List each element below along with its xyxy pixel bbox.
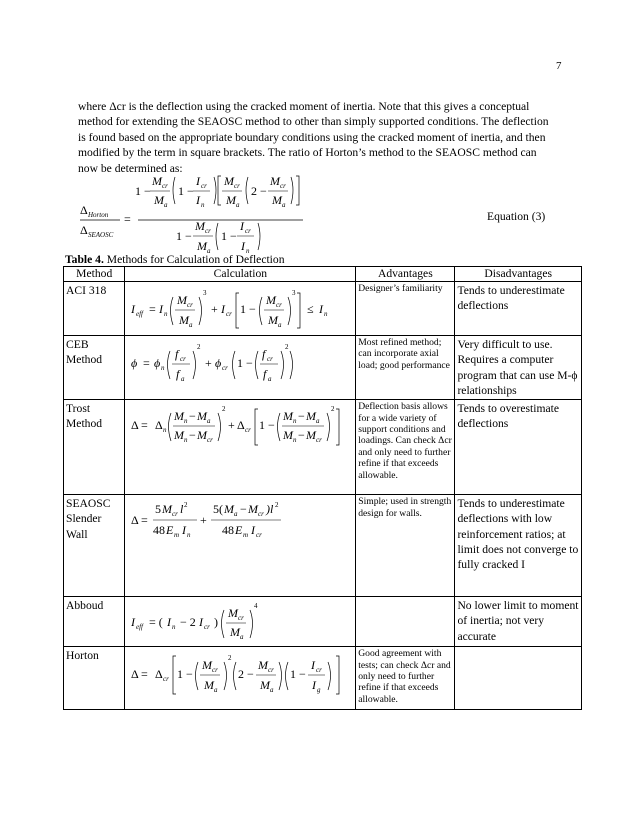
svg-text:+: + (228, 418, 236, 433)
svg-text:cr: cr (316, 436, 323, 445)
svg-text:a: a (207, 247, 211, 255)
advantages-cell (356, 597, 455, 647)
svg-text:M: M (154, 193, 164, 207)
svg-text:≤: ≤ (307, 302, 315, 316)
svg-text:=: = (149, 302, 157, 316)
svg-text:cr: cr (187, 301, 194, 309)
svg-text:a: a (316, 417, 320, 426)
svg-text:2: 2 (184, 501, 188, 510)
svg-text:−: − (189, 409, 197, 424)
svg-text:n: n (184, 436, 188, 445)
disadvantages-cell: No lower limit to moment of inertia; not very accurate (455, 597, 582, 647)
svg-text:cr: cr (201, 182, 207, 190)
method-cell: ACI 318 (64, 282, 125, 336)
svg-text:M: M (224, 174, 234, 188)
calculation-cell (125, 282, 356, 336)
disadvantages-cell: Tends to underestimate deflections with low reinforcement ratios; at limit does not converge to fully cracked I (455, 495, 582, 597)
svg-text:+: + (200, 513, 208, 528)
svg-text:cr: cr (180, 355, 187, 363)
svg-text:M: M (283, 428, 294, 443)
calculation-cell (125, 400, 356, 495)
header-advantages: Advantages (356, 267, 455, 282)
svg-text:cr: cr (245, 426, 252, 435)
header-disadvantages: Disadvantages (455, 267, 582, 282)
svg-text:a: a (181, 375, 185, 383)
svg-text:E: E (166, 523, 174, 538)
svg-text:a: a (282, 201, 286, 209)
svg-text:M: M (306, 409, 317, 424)
svg-text:cr: cr (256, 531, 263, 540)
svg-text:I: I (251, 523, 256, 538)
svg-text:2: 2 (222, 405, 226, 414)
advantages-cell: Good agreement with tests; can check Δcr and only need to further refine if that exceeds allowable. (356, 647, 455, 710)
svg-text:n: n (184, 417, 188, 426)
svg-text:1 −: 1 − (259, 418, 276, 433)
svg-text:n: n (172, 623, 176, 632)
calculation-cell (125, 647, 356, 710)
svg-text:2: 2 (228, 654, 232, 663)
svg-text:2 −: 2 − (251, 184, 267, 198)
svg-text:E: E (235, 523, 243, 538)
method-cell: Trost Method (64, 400, 125, 495)
table-row (64, 597, 582, 647)
svg-text:I: I (311, 658, 316, 673)
svg-text:M: M (266, 293, 277, 307)
svg-text:I: I (199, 615, 204, 630)
svg-text:2: 2 (197, 343, 201, 351)
svg-text:M: M (260, 678, 271, 693)
svg-text:a: a (189, 321, 193, 329)
svg-text:a: a (278, 321, 282, 329)
svg-text:a: a (164, 201, 168, 209)
svg-text:cr: cr (162, 182, 168, 190)
svg-text:M: M (174, 409, 185, 424)
svg-text:I: I (131, 302, 136, 316)
svg-text:M: M (152, 174, 162, 188)
svg-text:2 −: 2 − (238, 667, 255, 682)
header-calculation: Calculation (125, 267, 356, 282)
svg-text:ϕ: ϕ (215, 356, 222, 370)
svg-text:): ) (214, 615, 219, 630)
calculation-cell (125, 495, 356, 597)
svg-text:=: = (124, 212, 131, 226)
svg-text:n: n (246, 247, 250, 255)
svg-text:cr: cr (267, 355, 274, 363)
svg-text:cr: cr (222, 364, 229, 372)
svg-text:48: 48 (222, 523, 235, 538)
method-cell: Horton (64, 647, 125, 710)
svg-text:1 −: 1 − (221, 229, 237, 243)
svg-text:−: − (240, 502, 248, 517)
horton-formula (127, 648, 349, 698)
svg-text:cr: cr (276, 301, 283, 309)
deflection-methods-table (63, 266, 582, 710)
svg-text:M: M (204, 678, 215, 693)
disadvantages-cell: Tends to underestimate deflections (455, 282, 582, 336)
svg-text:I: I (240, 219, 244, 233)
svg-text:5: 5 (155, 502, 162, 517)
svg-text:2: 2 (275, 501, 279, 510)
table-row (64, 400, 582, 495)
svg-text:eff: eff (136, 623, 144, 632)
calculation-cell (125, 597, 356, 647)
svg-text:n: n (293, 417, 297, 426)
svg-text:Δ: Δ (80, 223, 88, 237)
aci-formula (127, 283, 349, 331)
svg-text:− 2: − 2 (180, 615, 197, 630)
svg-text:Δ =: Δ = (131, 667, 149, 682)
svg-text:a: a (234, 510, 238, 519)
svg-text:M: M (177, 293, 188, 307)
svg-text:M: M (283, 409, 294, 424)
svg-text:+: + (211, 302, 219, 316)
body-paragraph: where Δcr is the deflection using the cracked moment of inertia. Note that this gives a conceptual method for extending the SEAOSC method to other than simply supported conditions. The deflection is found based on the appropriate boundary conditions using the cracked moment of inertia, and then modified by the term in square brackets. The ratio of Horton’s method to the SEAOSC method can now be determined as: (78, 100, 549, 175)
svg-text:M: M (179, 313, 190, 327)
svg-text:M: M (258, 658, 269, 673)
method-cell: SEAOSC Slender Wall (64, 495, 125, 597)
equation-label: Equation (3) (487, 210, 546, 223)
table-caption-text: Methods for Calculation of Deflection (103, 253, 285, 266)
svg-text:Δ: Δ (80, 203, 88, 217)
svg-text:cr: cr (234, 182, 240, 190)
svg-text:l: l (180, 502, 184, 517)
svg-text:M: M (197, 239, 207, 253)
svg-text:cr: cr (280, 182, 286, 190)
svg-text:cr: cr (204, 623, 211, 632)
svg-text:−: − (298, 428, 306, 443)
svg-text:2: 2 (285, 343, 289, 351)
svg-text:1 −: 1 − (240, 302, 257, 316)
svg-text:+: + (205, 356, 213, 370)
svg-text:a: a (236, 201, 240, 209)
svg-text:cr: cr (258, 510, 265, 519)
ceb-formula (127, 337, 349, 389)
svg-text:M: M (162, 502, 173, 517)
svg-text:=: = (143, 356, 151, 370)
svg-text:M: M (248, 502, 259, 517)
svg-text:5(: 5( (213, 502, 224, 517)
svg-text:n: n (163, 426, 167, 435)
svg-text:f: f (175, 347, 179, 361)
svg-text:a: a (270, 686, 274, 695)
svg-text:M: M (272, 193, 282, 207)
svg-text:)l: )l (266, 502, 274, 517)
svg-text:−: − (189, 428, 197, 443)
svg-text:1 −: 1 − (290, 667, 307, 682)
svg-text:M: M (230, 625, 241, 640)
svg-text:M: M (226, 193, 236, 207)
svg-text:2: 2 (331, 405, 335, 414)
table-row (64, 336, 582, 400)
svg-text:I: I (159, 302, 164, 316)
svg-text:1 −: 1 − (237, 356, 254, 370)
table-row (64, 282, 582, 336)
svg-text:SEAOSC: SEAOSC (88, 231, 114, 239)
method-cell: CEB Method (64, 336, 125, 400)
svg-text:cr: cr (212, 666, 219, 675)
svg-text:I: I (196, 174, 200, 188)
svg-text:M: M (270, 174, 280, 188)
svg-text:M: M (228, 606, 239, 621)
svg-text:a: a (214, 686, 218, 695)
svg-text:cr: cr (238, 614, 245, 623)
svg-text:cr: cr (226, 310, 233, 318)
svg-text:I: I (167, 615, 172, 630)
svg-text:a: a (240, 633, 244, 642)
svg-text:1 −: 1 − (178, 184, 194, 198)
svg-text:n: n (164, 310, 168, 318)
svg-text:cr: cr (163, 675, 170, 684)
svg-text:n: n (161, 364, 165, 372)
svg-text:M: M (224, 502, 235, 517)
svg-text:I: I (182, 523, 187, 538)
svg-text:Δ: Δ (155, 418, 164, 433)
svg-text:3: 3 (203, 289, 207, 297)
svg-text:I: I (196, 193, 200, 207)
svg-text:1 −: 1 − (135, 184, 151, 198)
svg-text:I: I (221, 302, 226, 316)
table-caption-label: Table 4. (65, 253, 104, 266)
calculation-cell (125, 336, 356, 400)
svg-text:I: I (131, 615, 136, 630)
svg-text:ϕ: ϕ (131, 356, 138, 370)
svg-text:Δ: Δ (155, 667, 164, 682)
abboud-formula (127, 598, 349, 642)
svg-text:eff: eff (136, 310, 144, 318)
svg-text:f: f (176, 367, 180, 381)
svg-text:M: M (195, 219, 205, 233)
svg-text:M: M (197, 409, 208, 424)
seaosc-formula (127, 496, 349, 542)
svg-text:f: f (262, 347, 266, 361)
svg-text:1 −: 1 − (177, 667, 194, 682)
svg-text:f: f (263, 367, 267, 381)
svg-text:n: n (324, 310, 328, 318)
svg-text:M: M (306, 428, 317, 443)
disadvantages-cell: Very difficult to use. Requires a computer program that can use M-ϕ relationships (455, 336, 582, 400)
svg-text:48: 48 (153, 523, 166, 538)
svg-text:1 −: 1 − (176, 229, 192, 243)
table-caption (65, 253, 285, 266)
equation-3 (78, 168, 558, 258)
svg-text:a: a (268, 375, 272, 383)
svg-text:g: g (317, 686, 321, 695)
svg-text:Horton: Horton (88, 211, 109, 219)
svg-text:cr: cr (268, 666, 275, 675)
svg-text:cr: cr (245, 227, 251, 235)
advantages-cell: Simple; used in strength design for walls. (356, 495, 455, 597)
svg-text:cr: cr (207, 436, 214, 445)
svg-text:ϕ: ϕ (154, 356, 161, 370)
svg-text:I: I (312, 678, 317, 693)
svg-text:−: − (298, 409, 306, 424)
svg-text:M: M (268, 313, 279, 327)
svg-text:n: n (187, 531, 191, 540)
disadvantages-cell (455, 647, 582, 710)
svg-text:Δ: Δ (237, 418, 246, 433)
svg-text:I: I (241, 239, 245, 253)
svg-text:a: a (207, 417, 211, 426)
svg-text:cr: cr (316, 666, 323, 675)
svg-text:cr: cr (205, 227, 211, 235)
header-method: Method (64, 267, 125, 282)
svg-text:n: n (293, 436, 297, 445)
trost-formula (127, 401, 349, 449)
svg-text:m: m (174, 531, 180, 540)
svg-text:4: 4 (254, 602, 258, 611)
advantages-cell: Deflection basis allows for a wide variety of support conditions and loadings. Can check Δcr and only need to further refine if that exceeds allowable. (356, 400, 455, 495)
svg-text:m: m (243, 531, 249, 540)
svg-text:cr: cr (172, 510, 179, 519)
method-cell: Abboud (64, 597, 125, 647)
svg-text:n: n (201, 201, 205, 209)
table-row (64, 495, 582, 597)
svg-text:M: M (174, 428, 185, 443)
svg-text:3: 3 (292, 289, 296, 297)
advantages-cell: Most refined method; can incorporate axial load; good performance (356, 336, 455, 400)
page-number: 7 (556, 60, 562, 72)
advantages-cell: Designer’s familiarity (356, 282, 455, 336)
svg-text:I: I (319, 302, 324, 316)
svg-text:M: M (202, 658, 213, 673)
svg-text:M: M (197, 428, 208, 443)
svg-text:= (: = ( (149, 615, 164, 630)
disadvantages-cell: Tends to overestimate deflections (455, 400, 582, 495)
svg-text:Δ =: Δ = (131, 418, 149, 433)
table-row (64, 647, 582, 710)
equation-3-graphic (78, 168, 498, 260)
svg-text:Δ =: Δ = (131, 513, 149, 528)
table-header-row (64, 267, 582, 282)
